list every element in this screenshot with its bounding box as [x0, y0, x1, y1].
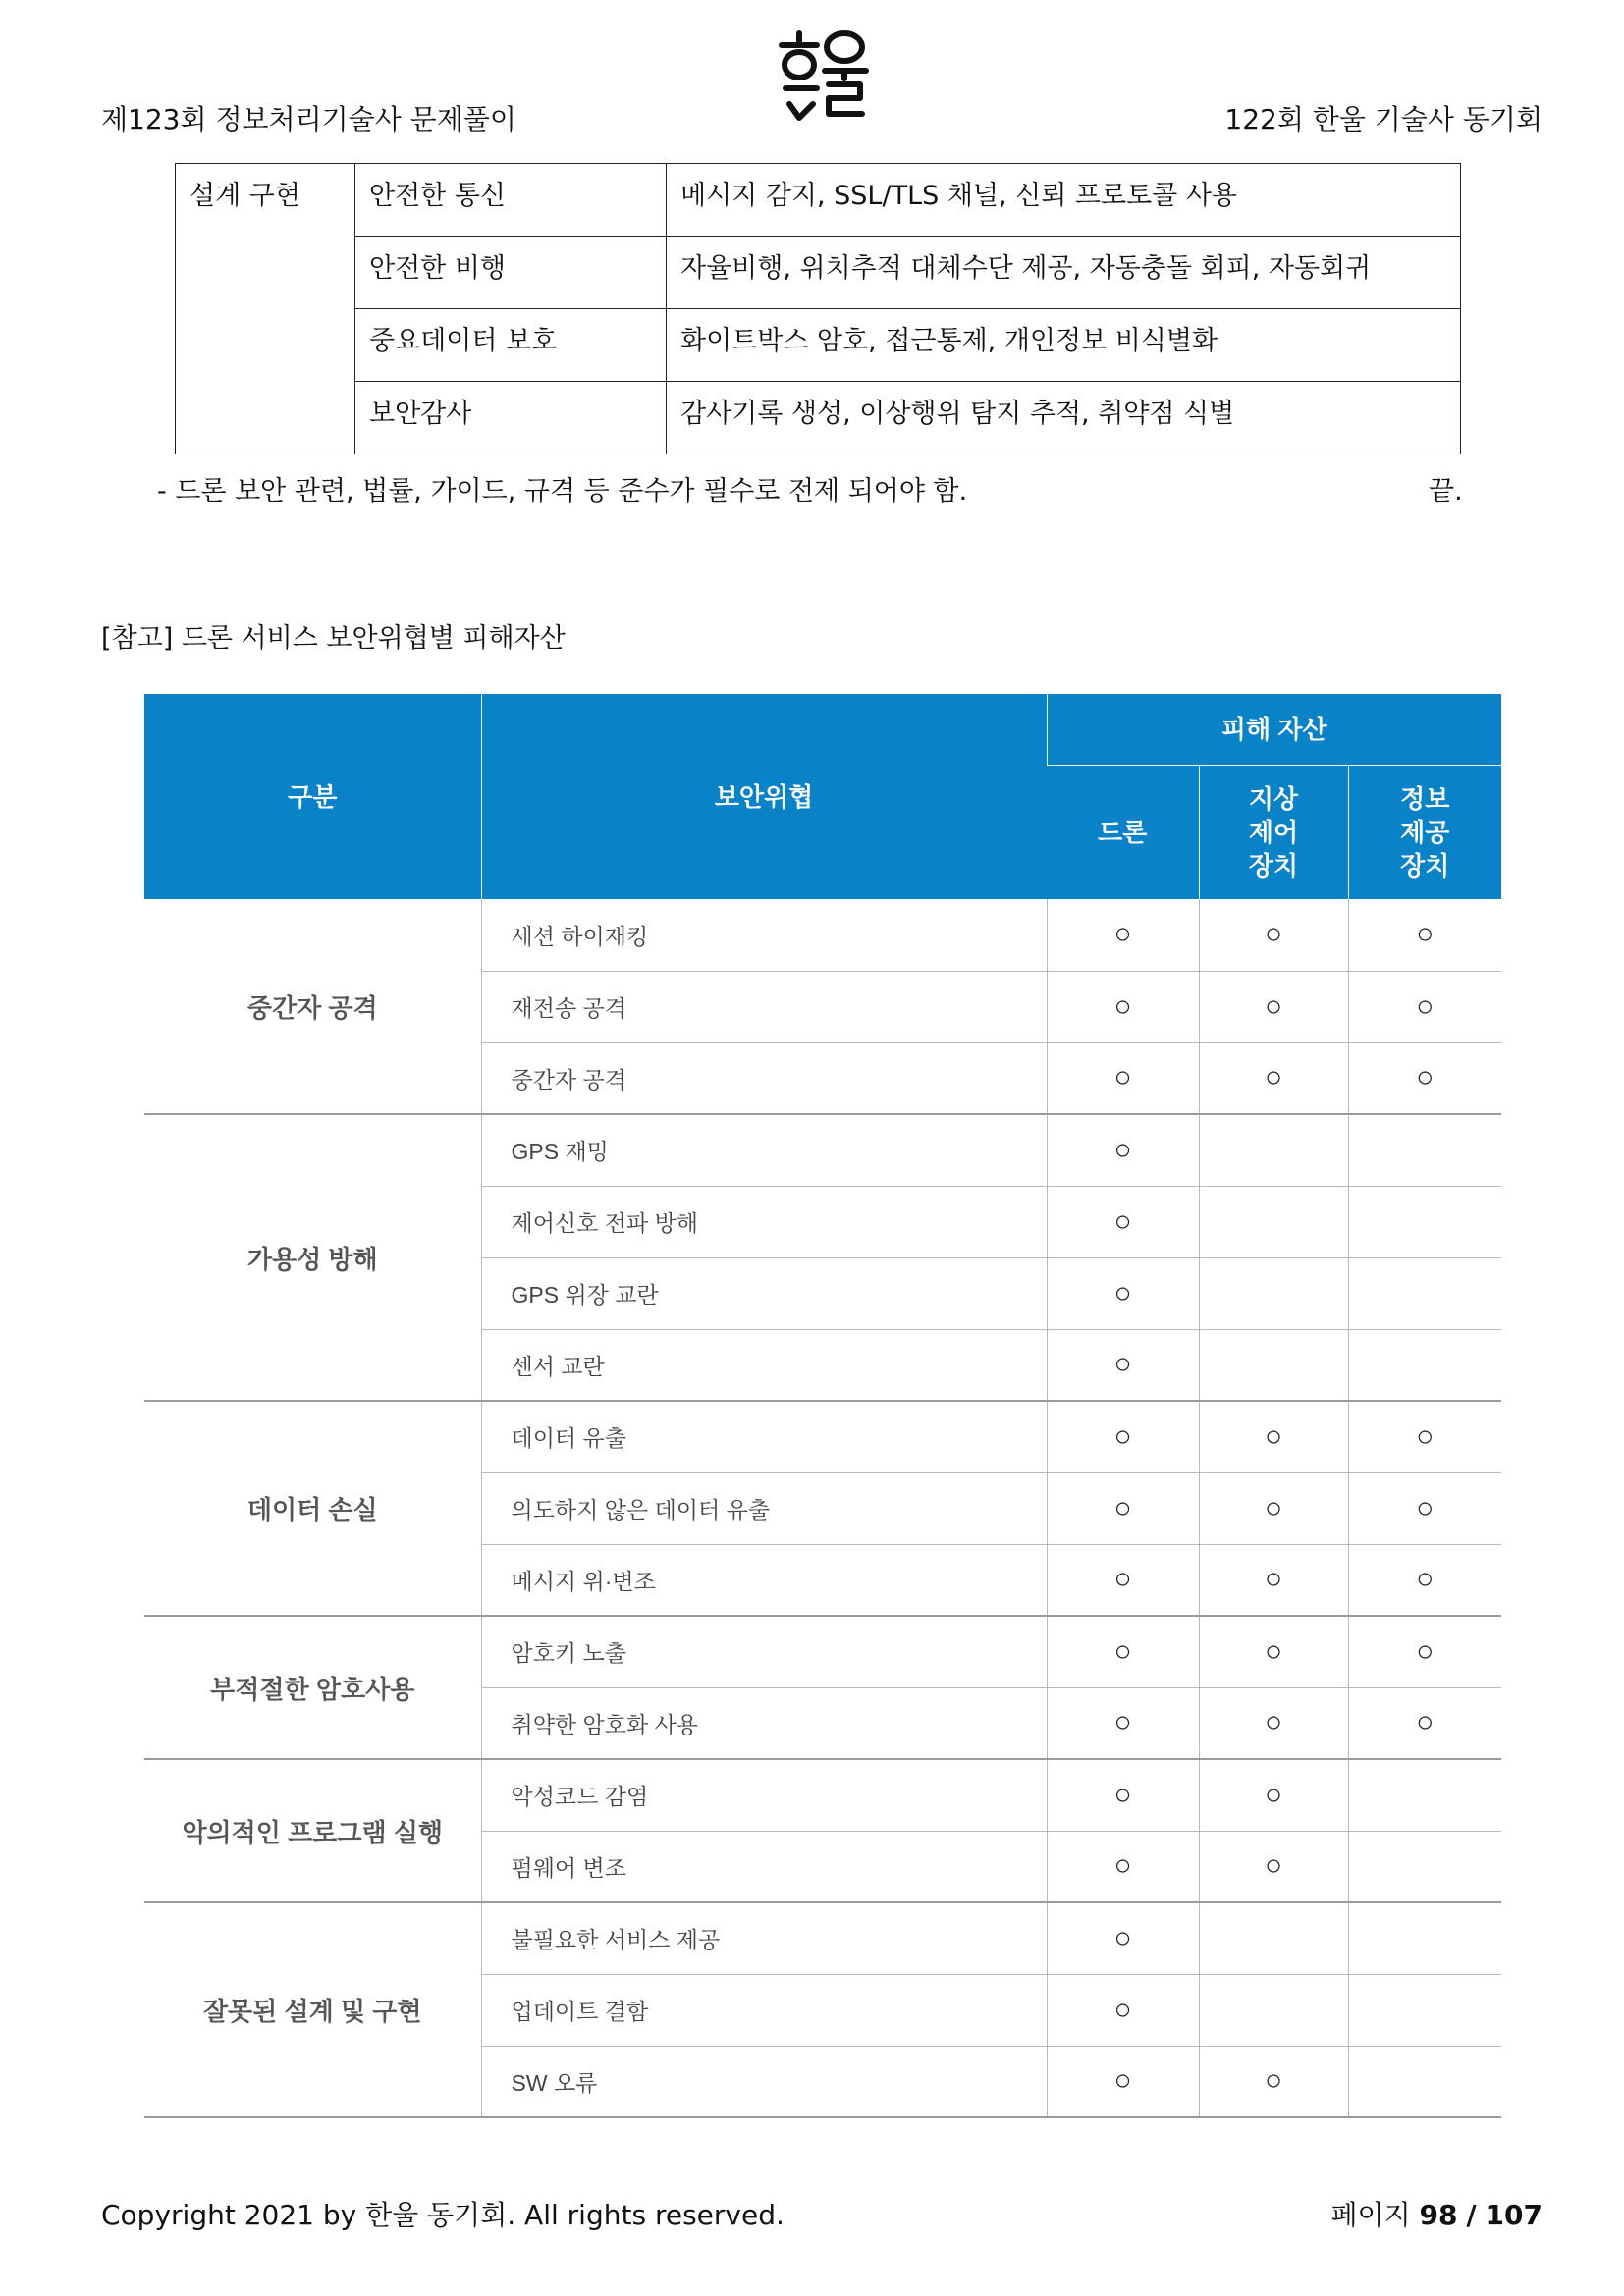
info-device-mark — [1348, 1831, 1501, 1902]
ground-control-mark — [1199, 1902, 1348, 1974]
drone-mark: ○ — [1047, 1114, 1199, 1186]
table-row — [176, 237, 1461, 309]
header-drone: 드론 — [1047, 766, 1199, 900]
info-device-mark: ○ — [1348, 1472, 1501, 1544]
drone-mark: ○ — [1047, 1329, 1199, 1401]
detail-cell: 메시지 감지, SSL/TLS 채널, 신뢰 프로토콜 사용 — [667, 164, 1461, 237]
ground-control-mark: ○ — [1199, 2046, 1348, 2117]
ground-control-mark: ○ — [1199, 1831, 1348, 1902]
drone-mark: ○ — [1047, 1186, 1199, 1257]
threat-category: 데이터 손실 — [144, 1401, 481, 1616]
drone-mark: ○ — [1047, 1401, 1199, 1472]
ground-control-mark: ○ — [1199, 899, 1348, 971]
table-row — [176, 309, 1461, 382]
threat-name: 세션 하이재킹 — [481, 899, 1047, 971]
threat-name: SW 오류 — [481, 2046, 1047, 2117]
info-device-mark: ○ — [1348, 1401, 1501, 1472]
end-mark: 끝. — [1429, 476, 1463, 507]
info-device-mark — [1348, 1902, 1501, 1974]
drone-mark: ○ — [1047, 1544, 1199, 1616]
threat-name: 의도하지 않은 데이터 유출 — [481, 1472, 1047, 1544]
threat-name: 중간자 공격 — [481, 1042, 1047, 1114]
category-cell: 설계 구현 — [176, 164, 355, 454]
page-current: 98 — [1419, 2199, 1458, 2231]
threat-name: 불필요한 서비스 제공 — [481, 1902, 1047, 1974]
drone-mark: ○ — [1047, 971, 1199, 1042]
drone-mark: ○ — [1047, 1042, 1199, 1114]
ground-control-mark — [1199, 1329, 1348, 1401]
info-device-mark: ○ — [1348, 1687, 1501, 1759]
table-row — [176, 382, 1461, 454]
info-device-mark — [1348, 1759, 1501, 1831]
detail-cell: 자율비행, 위치추적 대체수단 제공, 자동충돌 회피, 자동회귀 — [667, 237, 1461, 309]
table-row — [144, 899, 1501, 971]
header-threat: 보안위협 — [481, 694, 1047, 899]
page-label: 페이지 — [1330, 2199, 1411, 2231]
threat-name: 재전송 공격 — [481, 971, 1047, 1042]
drone-mark: ○ — [1047, 1759, 1199, 1831]
ground-control-mark: ○ — [1199, 971, 1348, 1042]
ground-control-mark: ○ — [1199, 1401, 1348, 1472]
drone-mark: ○ — [1047, 1472, 1199, 1544]
page-total: 107 — [1485, 2199, 1543, 2231]
threat-name: 제어신호 전파 방해 — [481, 1186, 1047, 1257]
table-row — [176, 164, 1461, 237]
info-device-mark: ○ — [1348, 1544, 1501, 1616]
drone-mark: ○ — [1047, 899, 1199, 971]
threat-asset-table — [144, 694, 1501, 2118]
threat-name: 암호키 노출 — [481, 1616, 1047, 1687]
header-ground-control: 지상 제어 장치 — [1199, 766, 1348, 900]
header-damaged-assets: 피해 자산 — [1047, 694, 1501, 766]
threat-name: 악성코드 감염 — [481, 1759, 1047, 1831]
info-device-mark: ○ — [1348, 1042, 1501, 1114]
drone-mark: ○ — [1047, 1616, 1199, 1687]
ground-control-mark: ○ — [1199, 1616, 1348, 1687]
threat-name: GPS 위장 교란 — [481, 1257, 1047, 1329]
security-design-table — [175, 163, 1461, 454]
page-separator: / — [1466, 2199, 1477, 2231]
info-device-mark: ○ — [1348, 971, 1501, 1042]
info-device-mark — [1348, 1257, 1501, 1329]
header-title: 제123회 정보처리기술사 문제풀이 — [101, 103, 516, 135]
ground-control-mark — [1199, 1257, 1348, 1329]
item-cell: 보안감사 — [355, 382, 667, 454]
copyright: Copyright 2021 by 한울 동기회. All rights reserved. — [101, 2199, 785, 2231]
detail-cell: 감사기록 생성, 이상행위 탐지 추적, 취약점 식별 — [667, 382, 1461, 454]
threat-name: 센서 교란 — [481, 1329, 1047, 1401]
item-cell: 중요데이터 보호 — [355, 309, 667, 382]
threat-name: 취약한 암호화 사용 — [481, 1687, 1047, 1759]
header-category: 구분 — [144, 694, 481, 899]
threat-category: 부적절한 암호사용 — [144, 1616, 481, 1759]
drone-mark: ○ — [1047, 1257, 1199, 1329]
item-cell: 안전한 비행 — [355, 237, 667, 309]
threat-asset-table-container — [144, 694, 1501, 2118]
hanul-logo — [776, 27, 870, 130]
header-info-device: 정보 제공 장치 — [1348, 766, 1501, 900]
threat-category: 중간자 공격 — [144, 899, 481, 1114]
drone-mark: ○ — [1047, 1902, 1199, 1974]
threat-category: 잘못된 설계 및 구현 — [144, 1902, 481, 2117]
table-row — [144, 1759, 1501, 1831]
table-row — [144, 1401, 1501, 1472]
info-device-mark — [1348, 2046, 1501, 2117]
threat-name: 업데이트 결함 — [481, 1974, 1047, 2046]
info-device-mark — [1348, 1186, 1501, 1257]
threat-category: 가용성 방해 — [144, 1114, 481, 1401]
threat-name: 데이터 유출 — [481, 1401, 1047, 1472]
threat-name: 펌웨어 변조 — [481, 1831, 1047, 1902]
info-device-mark: ○ — [1348, 899, 1501, 971]
drone-mark: ○ — [1047, 1831, 1199, 1902]
detail-cell: 화이트박스 암호, 접근통제, 개인정보 비식별화 — [667, 309, 1461, 382]
header-subtitle: 122회 한울 기술사 동기회 — [1224, 103, 1543, 135]
page-number — [1330, 2194, 1543, 2233]
compliance-note: - 드론 보안 관련, 법률, 가이드, 규격 등 준수가 필수로 전제 되어야 함. — [157, 476, 968, 507]
info-device-mark — [1348, 1329, 1501, 1401]
threat-name: GPS 재밍 — [481, 1114, 1047, 1186]
table-row — [144, 1114, 1501, 1186]
ground-control-mark: ○ — [1199, 1544, 1348, 1616]
info-device-mark: ○ — [1348, 1616, 1501, 1687]
ground-control-mark: ○ — [1199, 1472, 1348, 1544]
reference-title: [참고] 드론 서비스 보안위협별 피해자산 — [101, 623, 566, 654]
ground-control-mark — [1199, 1186, 1348, 1257]
drone-mark: ○ — [1047, 1687, 1199, 1759]
threat-category: 악의적인 프로그램 실행 — [144, 1759, 481, 1902]
ground-control-mark — [1199, 1974, 1348, 2046]
table-row — [144, 1616, 1501, 1687]
drone-mark: ○ — [1047, 2046, 1199, 2117]
drone-mark: ○ — [1047, 1974, 1199, 2046]
threat-name: 메시지 위·변조 — [481, 1544, 1047, 1616]
table-row — [144, 1902, 1501, 1974]
info-device-mark — [1348, 1114, 1501, 1186]
ground-control-mark: ○ — [1199, 1042, 1348, 1114]
ground-control-mark — [1199, 1114, 1348, 1186]
info-device-mark — [1348, 1974, 1501, 2046]
ground-control-mark: ○ — [1199, 1759, 1348, 1831]
item-cell: 안전한 통신 — [355, 164, 667, 237]
ground-control-mark: ○ — [1199, 1687, 1348, 1759]
